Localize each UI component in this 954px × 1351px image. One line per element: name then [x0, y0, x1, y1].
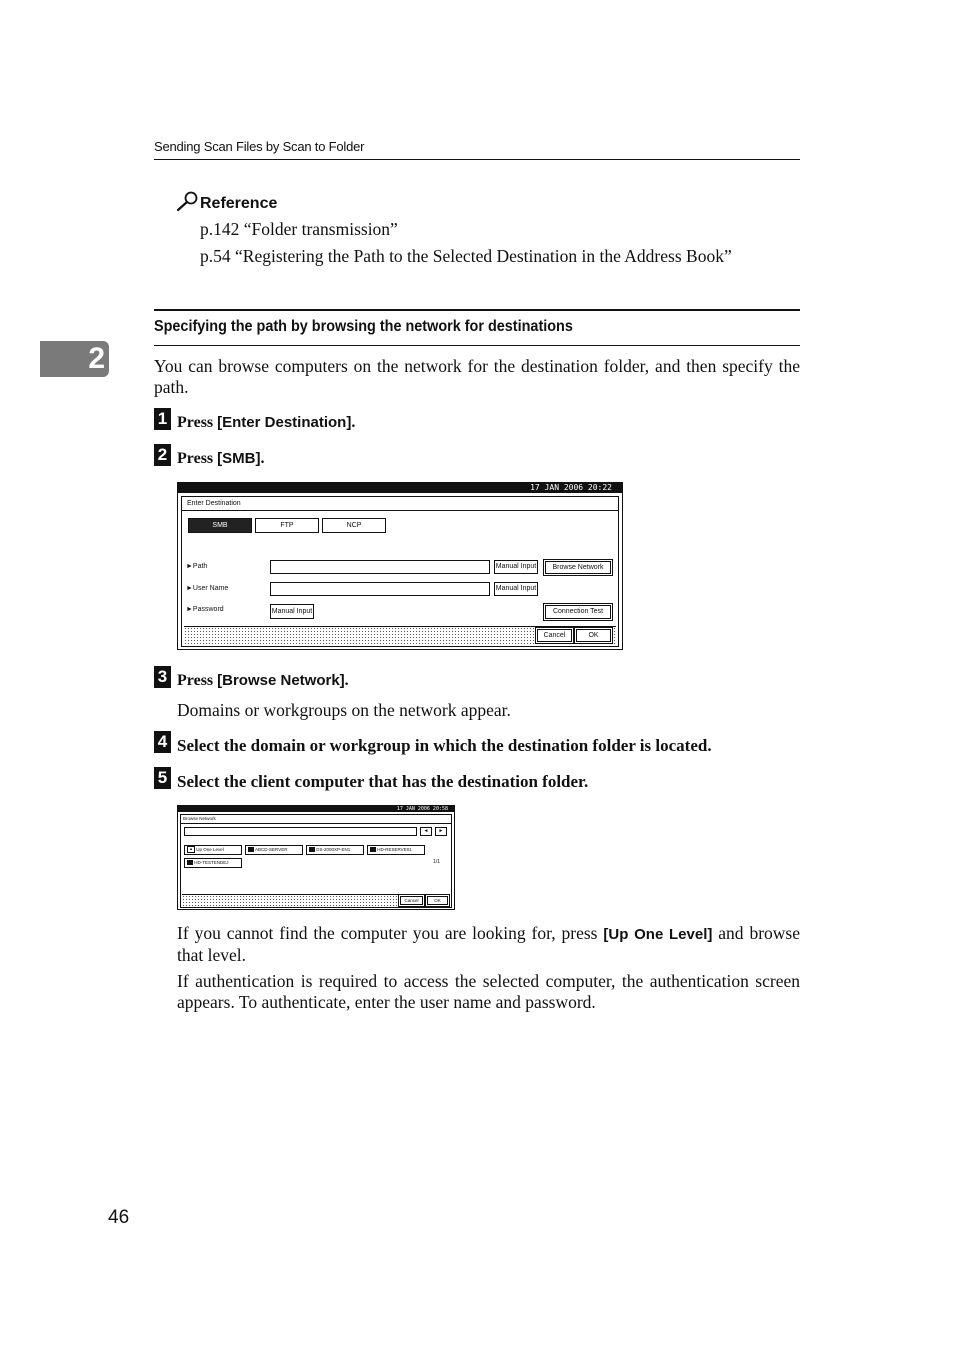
reference-link-1: p.142 “Folder transmission”: [200, 219, 398, 239]
step-2-prefix: Press: [177, 450, 218, 467]
step-4: Select the domain or workgroup in which the destination folder is located.: [177, 736, 712, 755]
step-3-note: Domains or workgroups on the network appear.: [177, 700, 511, 720]
section-rule-top: [154, 309, 800, 311]
network-item-label: ABCD-SERVER: [255, 847, 288, 852]
screen1-title-rule: [182, 510, 618, 511]
computer-icon: [248, 847, 254, 852]
computer-icon: [309, 847, 315, 852]
network-item[interactable]: [245, 845, 303, 855]
up-one-level-note-suffix: and browse that level.: [177, 923, 801, 965]
screen2-ok-button[interactable]: OK: [427, 896, 448, 905]
network-item-label: HD-TESTENDEJ: [194, 860, 229, 865]
step-3-prefix: Press: [177, 672, 218, 689]
connection-test-button[interactable]: Connection Test: [545, 605, 611, 619]
tab-ncp[interactable]: NCP: [322, 518, 386, 533]
page-indicator: 1/1: [433, 859, 440, 865]
section-title: Specifying the path by browsing the network for destinations: [154, 318, 573, 335]
computer-icon: [187, 860, 193, 865]
path-manual-input-button[interactable]: Manual Input: [494, 560, 538, 574]
step-number-3: 3: [154, 666, 171, 688]
step-2-key: [SMB]: [217, 450, 261, 467]
network-item[interactable]: [306, 845, 364, 855]
browse-network-screen: [177, 805, 455, 910]
screen2-title: Browse Network: [183, 816, 216, 821]
password-manual-input-button[interactable]: Manual Input: [270, 604, 314, 619]
tab-smb[interactable]: SMB: [188, 518, 252, 533]
user-name-label: ►User Name: [186, 585, 229, 592]
header-rule: [154, 159, 800, 160]
network-item-label: HD-RESERVE01: [377, 847, 412, 852]
computer-icon: [370, 847, 376, 852]
section-intro: You can browse computers on the network for the destination folder, and then specify the path.: [154, 356, 800, 397]
enter-destination-screen: [177, 482, 623, 650]
step-number-1: 1: [154, 408, 171, 430]
step-2: [177, 450, 264, 468]
reference-title: Reference: [200, 195, 278, 212]
up-one-level-label: Up One Level: [196, 847, 224, 852]
scroll-right-button[interactable]: ►: [435, 827, 447, 836]
chapter-tab: 2: [40, 341, 109, 377]
step-3-key: [Browse Network]: [217, 672, 345, 689]
network-item[interactable]: [184, 858, 242, 868]
tab-ftp[interactable]: FTP: [255, 518, 319, 533]
section-rule-bottom: [154, 345, 800, 346]
user-name-field[interactable]: [270, 582, 490, 596]
step-number-4: 4: [154, 731, 171, 753]
path-label: ►Path: [186, 563, 208, 570]
scroll-left-button[interactable]: ◄: [420, 827, 432, 836]
network-item-label: DS-2000XP-EN1: [316, 847, 351, 852]
step-1-prefix: Press: [177, 414, 218, 431]
step-number-2: 2: [154, 444, 171, 466]
screen2-title-rule: [181, 823, 451, 824]
step-1: [177, 414, 355, 432]
up-one-level-button[interactable]: [184, 845, 242, 855]
step-2-suffix: .: [260, 450, 265, 467]
magnifier-icon: [176, 190, 200, 212]
screen1-status-bar: 17 JAN 2006 20:22: [178, 483, 622, 493]
screen1-title: Enter Destination: [187, 500, 241, 507]
up-one-level-note-prefix: If you cannot find the computer you are looking for, press: [177, 923, 604, 943]
step-3: [177, 672, 349, 690]
screen2-panel: [180, 814, 452, 908]
authentication-note: If authentication is required to access the selected computer, the authentication screen appears. To authenticate, enter the user name and password.: [177, 971, 800, 1012]
password-label: ►Password: [186, 606, 224, 613]
page-number: 46: [108, 1207, 130, 1228]
screen2-cancel-button[interactable]: Cancel: [400, 896, 423, 905]
screen2-path-field[interactable]: [184, 827, 417, 836]
screen1-ok-button[interactable]: OK: [576, 629, 611, 642]
screen1-panel: [181, 496, 619, 647]
step-3-suffix: .: [344, 672, 349, 689]
step-number-5: 5: [154, 767, 171, 789]
step-1-key: [Enter Destination]: [217, 414, 352, 431]
running-header: Sending Scan Files by Scan to Folder: [154, 139, 365, 154]
user-name-manual-input-button[interactable]: Manual Input: [494, 582, 538, 596]
step-1-suffix: .: [351, 414, 356, 431]
network-item[interactable]: [367, 845, 425, 855]
step-5: Select the client computer that has the destination folder.: [177, 772, 589, 791]
up-one-level-note: [177, 923, 800, 966]
reference-link-2: p.54 “Registering the Path to the Selected Destination in the Address Book”: [200, 246, 732, 266]
up-one-level-note-key: [Up One Level]: [603, 926, 713, 943]
up-arrow-icon: ▲: [187, 846, 195, 853]
screen2-status-bar: 17 JAN 2006 20:58: [178, 806, 454, 812]
path-field[interactable]: [270, 560, 490, 574]
browse-network-button[interactable]: Browse Network: [545, 561, 611, 574]
screen1-cancel-button[interactable]: Cancel: [537, 629, 572, 642]
